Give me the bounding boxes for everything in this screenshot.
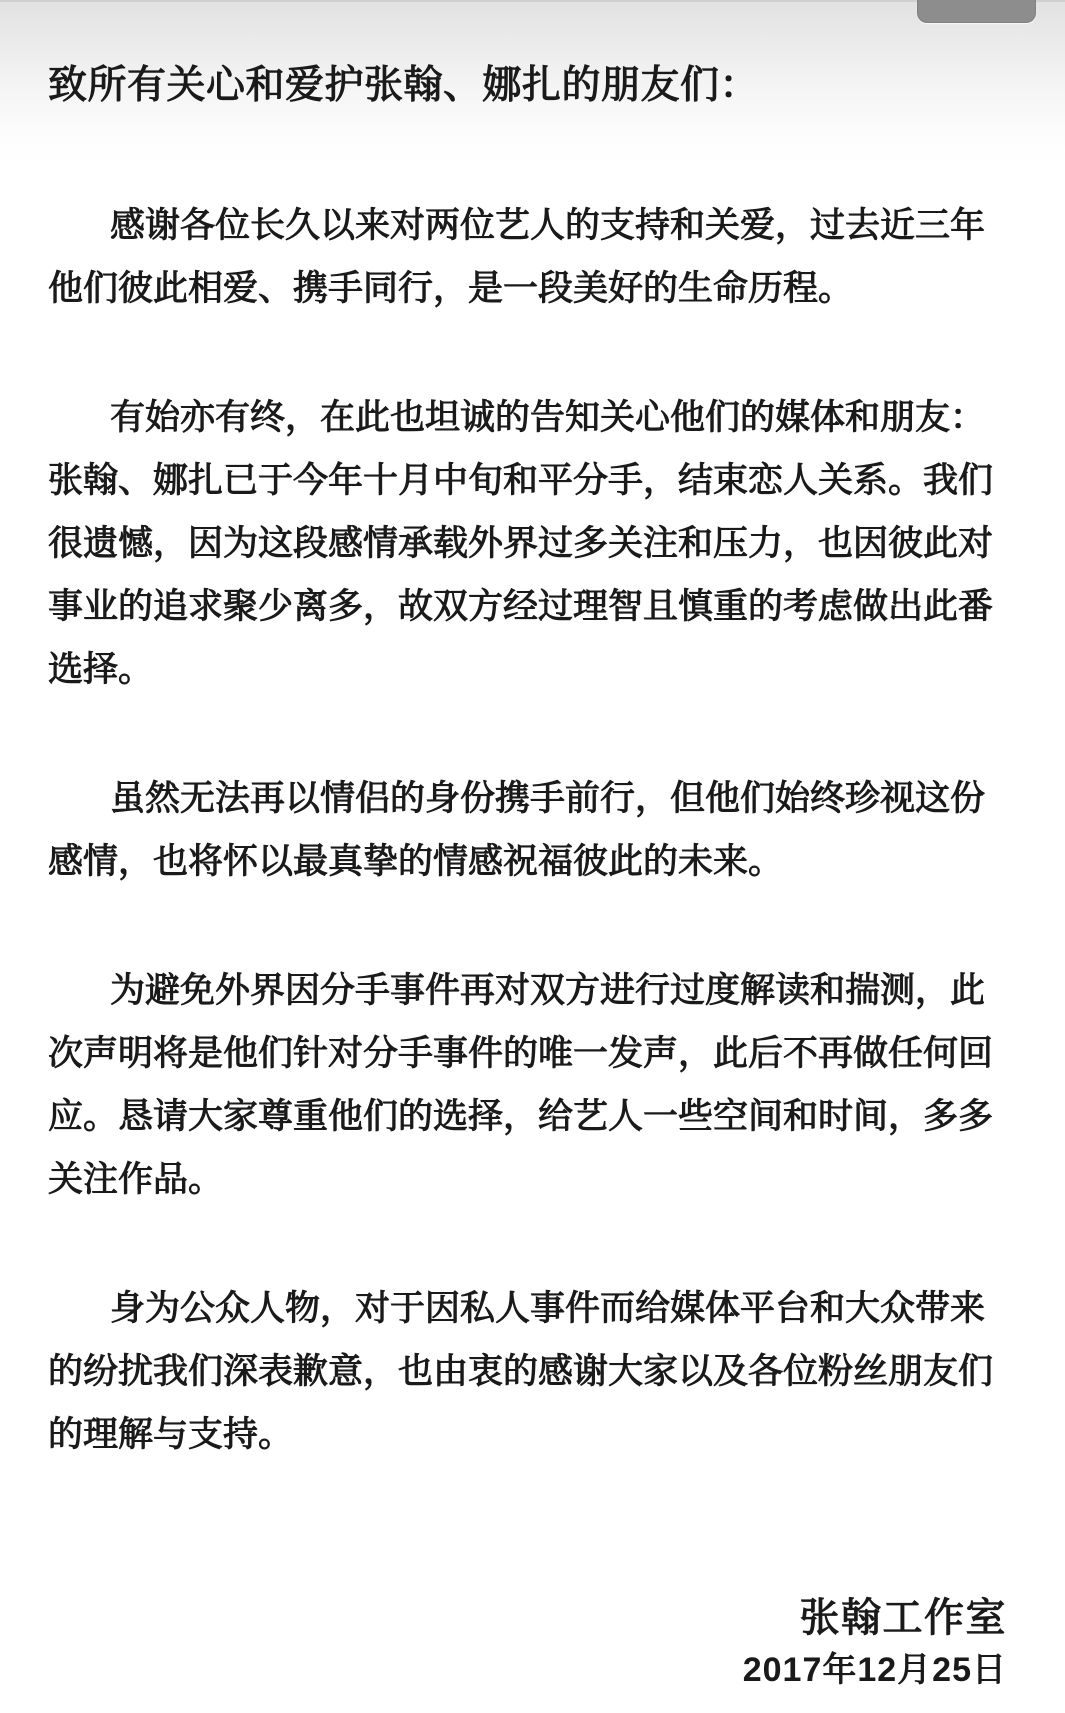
paragraph [48,386,1035,701]
text-line: 有始亦有终，在此也坦诚的告知关心他们的媒体和朋友： [110,398,986,437]
salutation: 致所有关心和爱护张翰、娜扎的朋友们： [48,64,760,107]
text-line: 身为公众人物，对于因私人事件而给媒体平台和大众带来 [110,1289,986,1328]
text-line: 选择。 [48,650,154,689]
paragraph [48,194,1035,320]
paragraph [48,767,1035,893]
text-line: 应。恳请大家尊重他们的选择，给艺人一些空间和时间，多多 [48,1097,994,1136]
text-line: 很遗憾，因为这段感情承载外界过多关注和压力，也因彼此对 [48,524,994,563]
signature-name: 张翰工作室 [799,1596,1007,1640]
text-line: 他们彼此相爱、携手同行，是一段美好的生命历程。 [48,269,854,308]
signature-block [0,1593,1065,1693]
page-top-edge [0,0,1065,2]
document-body [0,194,1065,1466]
text-line: 次声明将是他们针对分手事件的唯一发声，此后不再做任何回 [48,1034,994,1073]
text-line: 的理解与支持。 [48,1415,294,1454]
notification-tab-remnant [917,0,1036,23]
text-line: 事业的追求聚少离多，故双方经过理智且慎重的考虑做出此番 [48,587,994,626]
text-line: 张翰、娜扎已于今年十月中旬和平分手，结束恋人关系。我们 [48,461,994,500]
paragraph [48,959,1035,1211]
signature-date: 2017年12月25日 [742,1651,1007,1689]
text-line: 为避免外界因分手事件再对双方进行过度解读和揣测，此 [110,971,986,1010]
text-line: 感谢各位长久以来对两位艺人的支持和关爱，过去近三年 [110,206,986,245]
text-line: 关注作品。 [48,1160,224,1199]
text-line: 虽然无法再以情侣的身份携手前行，但他们始终珍视这份 [110,779,986,818]
text-line: 感情，也将怀以最真挚的情感祝福彼此的未来。 [48,842,784,881]
text-line: 的纷扰我们深表歉意，也由衷的感谢大家以及各位粉丝朋友们 [48,1352,994,1391]
paragraph [48,1277,1035,1466]
